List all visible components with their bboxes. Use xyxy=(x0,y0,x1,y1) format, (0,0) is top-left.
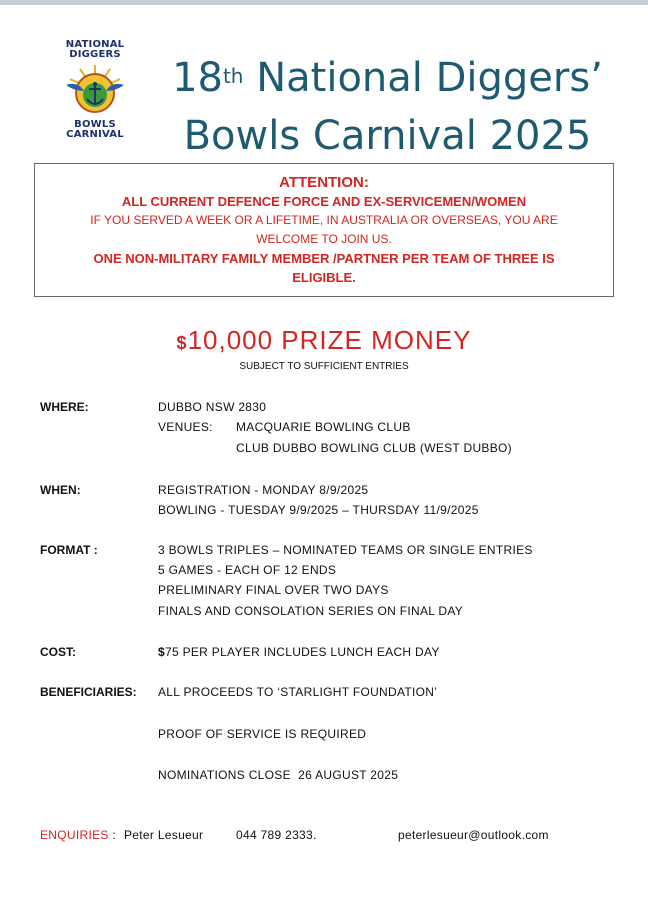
logo-top-text xyxy=(50,40,140,60)
when-bowling: BOWLING - TUESDAY 9/9/2025 – THURSDAY 11/9/2025 xyxy=(158,503,479,517)
enquiries-contact-name: Peter Lesueur xyxy=(124,828,204,842)
attention-box xyxy=(34,163,614,297)
enquiries-separator: : xyxy=(108,828,116,842)
enquiries-email-link[interactable]: peterlesueur@outlook.com xyxy=(398,828,549,842)
attention-line-2: IF YOU SERVED A WEEK OR A LIFETIME, IN AUSTRALIA OR OVERSEAS, YOU ARE xyxy=(90,213,558,227)
top-edge-bar xyxy=(0,0,648,5)
beneficiaries-label: BENEFICIARIES: xyxy=(40,685,137,699)
format-line-4: FINALS AND CONSOLATION SERIES ON FINAL DAY xyxy=(158,604,464,618)
where-label: WHERE: xyxy=(40,400,89,414)
logo-bottom-line-2: CARNIVAL xyxy=(66,129,124,140)
format-label: FORMAT : xyxy=(40,543,98,557)
cost-label: COST: xyxy=(40,645,76,659)
enquiries-label-text: ENQUIRIES xyxy=(40,828,109,842)
proof-of-service-note: PROOF OF SERVICE IS REQUIRED xyxy=(158,727,367,741)
when-registration: REGISTRATION - MONDAY 8/9/2025 xyxy=(158,483,369,497)
enquiries-phone: 044 789 2333. xyxy=(236,828,317,842)
prize-money-heading xyxy=(0,323,648,360)
format-line-1: 3 BOWLS TRIPLES – NOMINATED TEAMS OR SINGLE ENTRIES xyxy=(158,543,533,557)
enquiries-label xyxy=(40,826,116,844)
attention-line-1: ALL CURRENT DEFENCE FORCE AND EX-SERVICEMEN/WOMEN xyxy=(121,194,527,209)
carnival-logo xyxy=(50,38,140,146)
venue-1: MACQUARIE BOWLING CLUB xyxy=(236,420,411,434)
logo-top-line-2: DIGGERS xyxy=(69,49,121,60)
format-line-3: PRELIMINARY FINAL OVER TWO DAYS xyxy=(158,583,389,597)
title-ordinal-suffix: th xyxy=(222,64,244,88)
when-label: WHEN: xyxy=(40,483,81,497)
attention-heading: ATTENTION: xyxy=(279,174,369,191)
title-line-2: Bowls Carnival 2025 xyxy=(183,113,592,159)
venues-label: VENUES: xyxy=(158,420,213,434)
cost-text: 75 PER PLAYER INCLUDES LUNCH EACH DAY xyxy=(164,645,440,659)
digger-emblem-icon xyxy=(62,61,128,119)
title-ordinal-number: 18 xyxy=(172,55,223,101)
cost-currency-symbol: $ xyxy=(158,645,165,659)
logo-bottom-text xyxy=(50,120,140,140)
beneficiaries-text: ALL PROCEEDS TO ‘STARLIGHT FOUNDATION’ xyxy=(158,685,438,699)
attention-line-3: WELCOME TO JOIN US. xyxy=(256,232,392,246)
prize-amount: 10,000 PRIZE MONEY xyxy=(187,325,472,355)
attention-line-4: ONE NON-MILITARY FAMILY MEMBER /PARTNER PER TEAM OF THREE IS xyxy=(93,251,555,266)
where-town: DUBBO NSW 2830 xyxy=(158,400,267,414)
nominations-close-note: NOMINATIONS CLOSE 26 AUGUST 2025 xyxy=(158,768,399,782)
prize-currency-symbol: $ xyxy=(176,333,188,353)
logo-top-line-1: NATIONAL xyxy=(65,39,125,50)
attention-line-5: ELIGIBLE. xyxy=(292,270,356,285)
logo-bottom-line-1: BOWLS xyxy=(74,119,116,130)
venue-2: CLUB DUBBO BOWLING CLUB (WEST DUBBO) xyxy=(236,441,512,455)
prize-subject-note: SUBJECT TO SUFFICIENT ENTRIES xyxy=(239,361,409,372)
cost-value xyxy=(158,642,440,662)
format-line-2: 5 GAMES - EACH OF 12 ENDS xyxy=(158,563,337,577)
title-line-1 xyxy=(155,55,620,107)
title-event-name: National Diggers’ xyxy=(243,55,603,101)
